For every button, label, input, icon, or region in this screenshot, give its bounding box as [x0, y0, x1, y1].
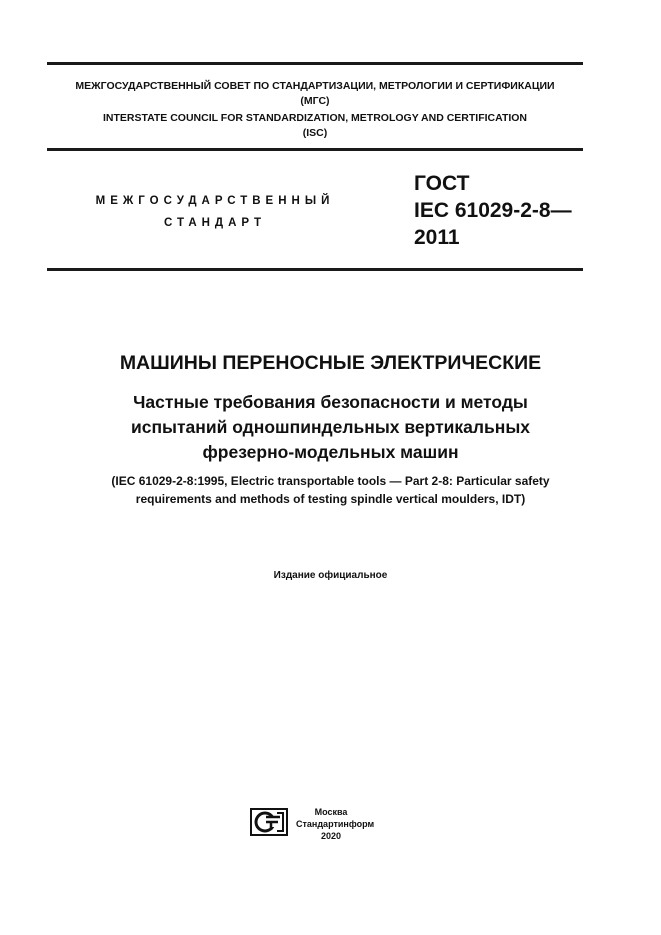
council-en-line1: INTERSTATE COUNCIL FOR STANDARDIZATION, METROLOGY AND CERTIFICATION — [102, 112, 528, 124]
council-en — [47, 111, 583, 141]
publisher — [296, 806, 375, 842]
publisher-name: Стандартинформ — [296, 819, 375, 829]
standard-label-line2: СТАНДАРТ — [164, 217, 266, 229]
council-en-line2: (ISC) — [302, 127, 328, 139]
title-english-line1: (IEC 61029-2-8:1995, Electric transportable tools — Part 2-8: Particular safety — [111, 474, 550, 488]
title-subtitle-line1: Частные требования безопасности и методы — [133, 392, 528, 412]
publisher-city: Москва — [314, 807, 348, 817]
title-english — [0, 472, 661, 508]
standartinform-logo-icon — [250, 808, 288, 836]
title-english-line2: requirements and methods of testing spindle vertical moulders, IDT) — [135, 492, 526, 506]
title-subtitle-line2: испытаний одношпиндельных вертикальных — [130, 417, 531, 437]
header-rule — [47, 148, 583, 151]
standard-rule — [47, 268, 583, 271]
standard-code-line1: ГОСТ — [414, 172, 470, 195]
title-subtitle — [0, 390, 661, 465]
title-main: МАШИНЫ ПЕРЕНОСНЫЕ ЭЛЕКТРИЧЕСКИЕ — [119, 352, 542, 374]
top-rule — [47, 62, 583, 65]
standard-code-line3: 2011 — [414, 226, 460, 249]
standard-code — [414, 170, 572, 251]
title-subtitle-line3: фрезерно-модельных машин — [202, 442, 459, 462]
standard-label — [60, 190, 370, 234]
publisher-year: 2020 — [320, 831, 342, 841]
standard-label-line1: МЕЖГОСУДАРСТВЕННЫЙ — [95, 195, 335, 207]
council-ru-line1: МЕЖГОСУДАРСТВЕННЫЙ СОВЕТ ПО СТАНДАРТИЗАЦИИ, МЕТРОЛОГИИ И СЕРТИФИКАЦИИ — [75, 80, 555, 92]
standard-code-line2: IEC 61029-2-8— — [414, 199, 572, 222]
council-ru-line2: (МГС) — [300, 95, 330, 107]
edition-label: Издание официальное — [273, 570, 388, 581]
council-ru — [47, 79, 583, 109]
